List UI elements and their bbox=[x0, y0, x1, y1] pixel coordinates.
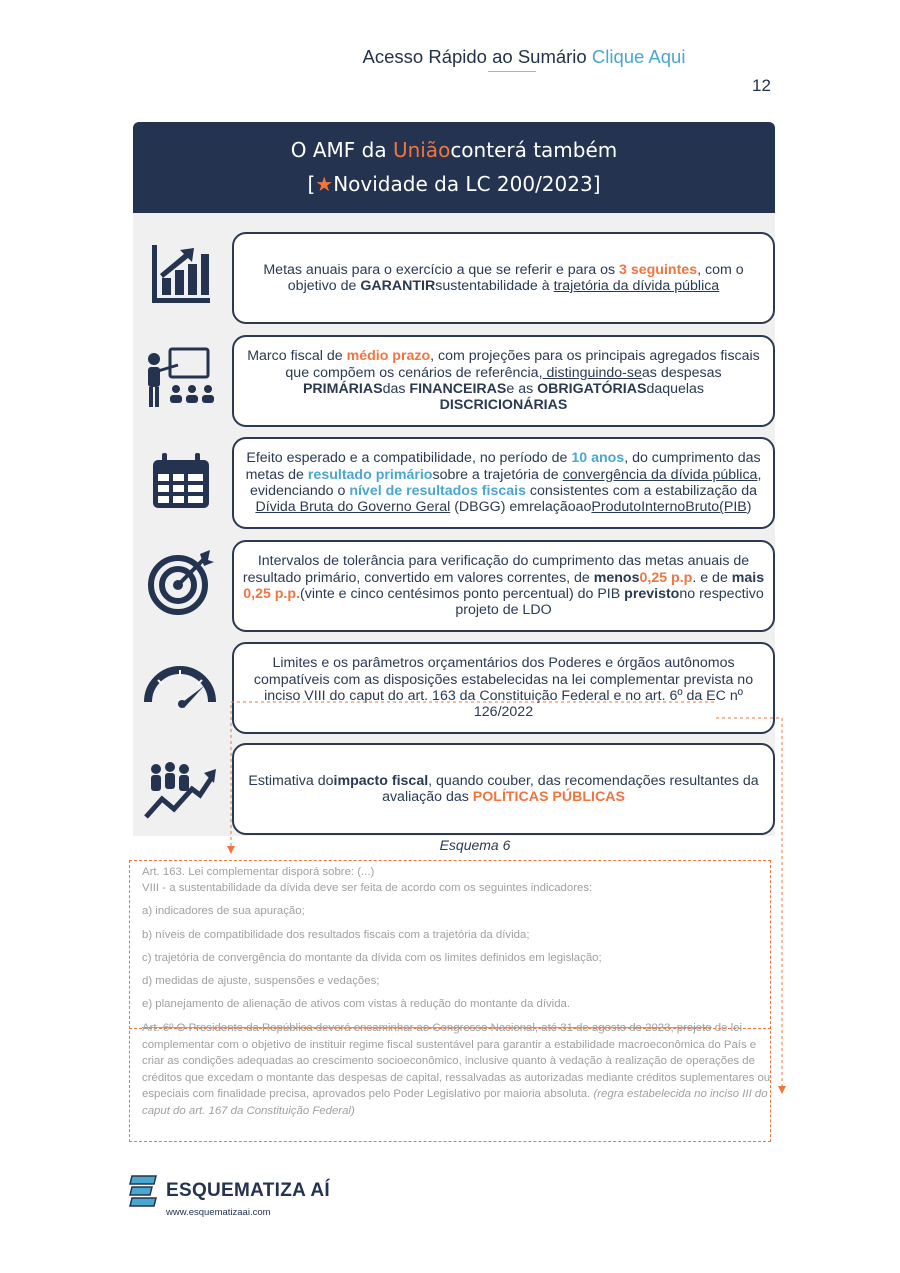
card2-underline: , distinguindo-se bbox=[538, 364, 642, 381]
card3-pib: ProdutoInternoBruto(PIB bbox=[591, 499, 747, 516]
card4-menos: menos bbox=[593, 569, 640, 586]
card1-underline: trajetória da dívida pública bbox=[553, 278, 720, 294]
calendar-icon bbox=[140, 448, 220, 518]
card3-text1: Efeito esperado e a compatibilidade, no período de bbox=[246, 450, 572, 467]
star-icon: ★ bbox=[315, 172, 334, 196]
art163-item-viii: VIII - a sustentabilidade da dívida deve ser feita de acordo com os seguintes indicadores: bbox=[142, 882, 593, 894]
gauge-icon bbox=[140, 652, 220, 722]
card-fiscal-impact bbox=[232, 743, 775, 835]
panel-title bbox=[133, 138, 775, 162]
card4-text4: no respectivo projeto de LDO bbox=[455, 586, 764, 619]
presentation-icon bbox=[140, 343, 220, 413]
panel-title-highlight: União bbox=[392, 138, 451, 162]
header-underline bbox=[488, 71, 536, 72]
art6-text bbox=[142, 1020, 772, 1119]
card-annual-targets bbox=[232, 232, 775, 324]
card3-text3: sobre a trajetória de bbox=[432, 466, 563, 483]
card-tolerance-intervals bbox=[232, 540, 775, 632]
card3-convergence: convergência da dívida pública bbox=[562, 466, 758, 483]
card6-public-policies: POLÍTICAS PÚBLICAS bbox=[472, 789, 625, 805]
art6-body: de lei complementar com o objetivo de instituir regime fiscal sustentável para garantir a estabilidade macroeconômica do País e criar as condições adequadas ao crescimento socioeconômico, inclusive quanto à vedação à realização de operações de créditos que excedam o montante das despesas de capital, ressalvadas as autorizadas mediante créditos suplementares ou especiais com finalidade precisa, aprovados pelo Poder Legislativo por maioria absoluta. bbox=[142, 1022, 771, 1100]
panel-title-post: conterá também bbox=[450, 138, 618, 162]
footer-url[interactable]: www.esquematizaai.com bbox=[166, 1207, 271, 1218]
subtitle-bracket: [ bbox=[307, 172, 316, 196]
card2-text1: Marco fiscal de bbox=[247, 348, 347, 365]
card6-impact: impacto fiscal bbox=[333, 772, 429, 789]
quick-access-text: Acesso Rápido ao Sumário bbox=[362, 46, 587, 67]
card4-minus-value: 0,25 p.p bbox=[639, 569, 693, 586]
art6-note: (regra estabelecida no inciso III do caput do art. 167 da Constituição Federal) bbox=[142, 1088, 768, 1117]
card3-text7: emrelaçãoao bbox=[509, 499, 592, 516]
quick-access-line bbox=[0, 46, 900, 68]
subtitle-text: Novidade da LC 200/2023] bbox=[333, 172, 601, 196]
card2-primarias: PRIMÁRIAS bbox=[302, 381, 383, 397]
card1-highlight: 3 seguintes bbox=[619, 261, 698, 278]
card4-mais: mais bbox=[731, 569, 765, 586]
art6-struck-line: Art. 6º O Presidente da República deverá encaminhar ao Congresso Nacional, até 31 de agosto de 2023, projeto bbox=[142, 1022, 712, 1034]
art163-heading: Art. 163. Lei complementar disporá sobre: (...) bbox=[142, 866, 375, 878]
card3-text6: (DBGG) bbox=[450, 499, 510, 516]
card3-primary-result: resultado primário bbox=[307, 466, 433, 483]
art163-item-d: d) medidas de ajuste, suspensões e vedações; bbox=[142, 975, 380, 987]
card3-fiscal-level: nível de resultados fiscais bbox=[349, 483, 526, 499]
card5-text: Limites e os parâmetros orçamentários dos Poderes e órgãos autônomos compatíveis com as disposições estabelecidas na lei complementar prevista no inciso VIII do caput do art. 163 da Constituição Federal e no art. 6º da EC nº 126/2022 bbox=[253, 655, 754, 721]
panel-subtitle bbox=[133, 172, 775, 196]
card3-text2: , do cumprimento das metas de bbox=[245, 450, 761, 483]
art163-item-a: a) indicadores de sua apuração; bbox=[142, 905, 305, 917]
card4-text3: (vinte e cinco centésimos ponto percentual) do PIB bbox=[300, 586, 625, 602]
card3-text8: ) bbox=[746, 499, 752, 516]
card2-text6: daquelas bbox=[646, 381, 705, 397]
card2-text2: , com projeções para os principais agregados fiscais que compõem os cenários de referência bbox=[285, 348, 760, 381]
people-trend-icon bbox=[140, 755, 220, 825]
footer-brand: ESQUEMATIZA AÍ bbox=[166, 1180, 330, 1201]
art163-item-c: c) trajetória de convergência do montante da dívida com os limites definidos em legislação; bbox=[142, 952, 602, 964]
card2-obrigatorias: OBRIGATÓRIAS bbox=[537, 381, 647, 397]
card3-dbgg: Dívida Bruta do Governo Geral bbox=[255, 499, 451, 516]
card1-text2: , com o objetivo de bbox=[287, 261, 744, 294]
card6-text1: Estimativa do bbox=[248, 772, 334, 789]
card3-text4: , evidenciando o bbox=[249, 466, 762, 499]
card2-text4: das bbox=[382, 381, 410, 397]
card-fiscal-framework bbox=[232, 335, 775, 427]
card4-text1: Intervalos de tolerância para verificação do cumprimento das metas anuais de resultado primário, convertido em valores correntes, de bbox=[242, 553, 750, 586]
card3-ten-years: 10 anos bbox=[571, 450, 625, 467]
growth-chart-icon bbox=[140, 240, 220, 310]
art163-item-b: b) níveis de compatibilidade dos resultados fiscais com a trajetória da dívida; bbox=[142, 929, 530, 941]
esquematiza-logo-icon bbox=[128, 1174, 158, 1210]
art163-item-e: e) planejamento de alienação de ativos com vistas à redução do montante da dívida. bbox=[142, 998, 571, 1010]
card1-bold: GARANTIR bbox=[360, 278, 436, 294]
card4-plus-value: 0,25 p.p. bbox=[243, 586, 301, 602]
card2-highlight: médio prazo bbox=[346, 348, 431, 365]
card-budget-limits bbox=[232, 642, 775, 734]
schema-caption: Esquema 6 bbox=[439, 837, 511, 853]
card4-previsto: previsto bbox=[624, 586, 680, 602]
panel-header bbox=[133, 122, 775, 213]
page-number: 12 bbox=[752, 76, 771, 95]
target-icon bbox=[140, 548, 220, 618]
card3-text5: consistentes com a estabilização da bbox=[525, 483, 758, 499]
panel-title-pre: O AMF da bbox=[290, 138, 393, 162]
card1-text3: sustentabilidade à bbox=[435, 278, 554, 294]
summary-link[interactable]: Clique Aqui bbox=[591, 46, 686, 67]
card2-discricionarias: DISCRICIONÁRIAS bbox=[439, 397, 568, 414]
card2-text5: e as bbox=[506, 381, 538, 397]
card4-text2: . e de bbox=[692, 569, 732, 586]
card1-text1: Metas anuais para o exercício a que se referir e para os bbox=[263, 261, 620, 278]
card2-text3: as despesas bbox=[641, 364, 722, 381]
card2-financeiras: FINANCEIRAS bbox=[409, 381, 507, 397]
card6-text2: , quando couber, das recomendações resultantes da avaliação das bbox=[382, 772, 759, 805]
card-expected-effect bbox=[232, 437, 775, 529]
